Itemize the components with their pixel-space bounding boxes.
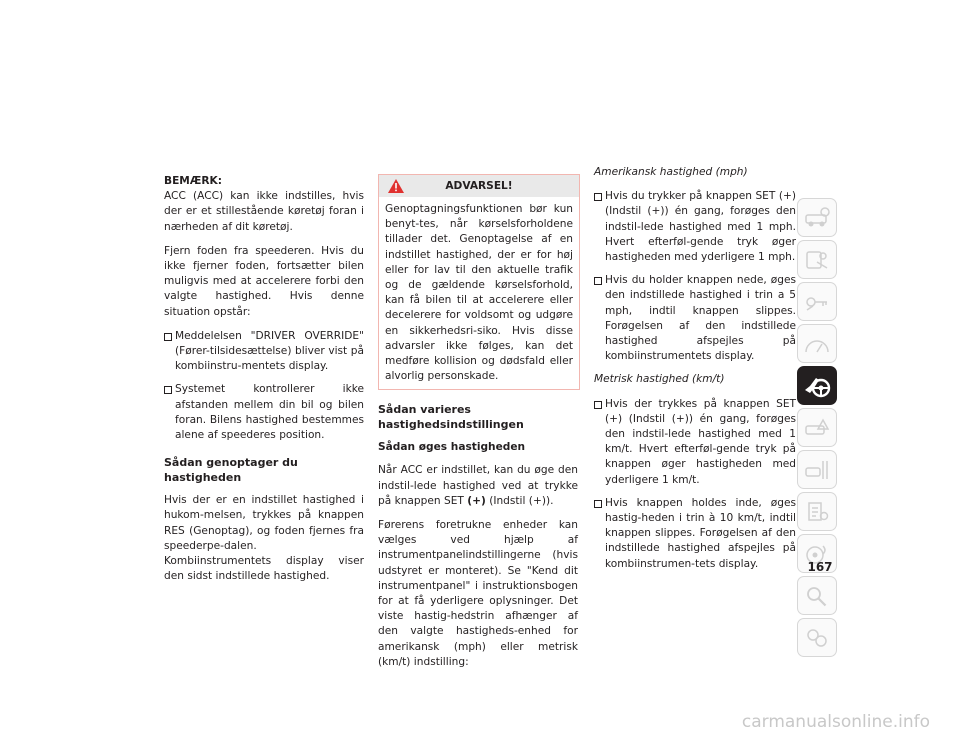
safety-icon bbox=[803, 248, 831, 272]
dashboard-icon bbox=[803, 332, 831, 356]
page-number: 167 bbox=[807, 560, 833, 574]
checkbox-bullet-icon bbox=[594, 500, 602, 508]
column-2 bbox=[378, 174, 578, 679]
paragraph-text: Når ACC er indstillet, kan du øge den indstil-lede hastighed ved at trykke på knappen SET bbox=[378, 464, 578, 507]
paragraph: Fjern foden fra speederen. Hvis du ikke fjerner foden, fortsætter bilen muligvis med at accelerere forbi den valgte hastighed. Hvis denne situation opstår: bbox=[164, 244, 364, 318]
chapter-tabs bbox=[797, 198, 841, 660]
checkbox-bullet-icon bbox=[594, 277, 602, 285]
paragraph bbox=[378, 463, 578, 509]
tab-start-up[interactable] bbox=[797, 282, 837, 321]
list-item-text: Hvis du holder knappen nede, øges den indstillede hastighed i trin a 5 mph, indtil knappen slippes. Forøgelsen af den indstillede hastighed afspejles på kombiinstrumentets display. bbox=[605, 274, 796, 363]
checkbox-bullet-icon bbox=[164, 333, 172, 341]
note bbox=[164, 174, 364, 235]
checkbox-bullet-icon bbox=[594, 193, 602, 201]
wrench-icon bbox=[803, 458, 831, 482]
tab-languages[interactable] bbox=[797, 618, 837, 657]
list-item-text: Meddelelsen "DRIVER OVERRIDE" (Fører-tilsidesættelse) bliver vist på kombiinstru-mentets display. bbox=[175, 329, 364, 373]
list-item bbox=[594, 273, 796, 364]
emergency-icon bbox=[803, 416, 831, 440]
plus-symbol: (+) bbox=[467, 494, 486, 507]
section-heading: Sådan varieres hastighedsindstillingen bbox=[378, 403, 524, 432]
warning-triangle-icon bbox=[387, 178, 405, 194]
tab-service[interactable] bbox=[797, 450, 837, 489]
paragraph-text: (Indstil (+)). bbox=[489, 494, 554, 507]
list-item-text: Systemet kontrollerer ikke afstanden mellem din bil og bilen foran. Bilens hastighed bestemmes alene af speederes position. bbox=[175, 383, 364, 442]
list-item bbox=[594, 397, 796, 488]
note-text: ACC (ACC) kan ikke indstilles, hvis der er et stillestående køretøj foran i nærheden af dit køretøj. bbox=[164, 190, 364, 233]
list-item bbox=[594, 496, 796, 572]
list-item bbox=[594, 189, 796, 265]
warning-text: Genoptagningsfunktionen bør kun benyt-tes, når kørselsforholdene tillader det. Genoptagelse af en indstillet hastighed, der er for høj eller for lav til den aktuelle trafik og de gældende kørselsforhold, kan få bilen til at accelerere eller decelerere for voldsomt og udgøre en sikkerhedsri-siko. Hvis disse advarsler ikke følges, kan det medføre kollision og dødsfald eller alvorlig personskade. bbox=[385, 203, 573, 383]
subheading-mph: Amerikansk hastighed (mph) bbox=[594, 166, 748, 178]
watermark: carmanualsonline.info bbox=[741, 712, 930, 732]
list-item-text: Hvis du trykker på knappen SET (+) (Indstil (+)) én gang, forøges den indstil-lede hastighed med 1 mph. Hvert efterføl-gende tryk øger hastigheden med yderligere 1 mph. bbox=[605, 190, 796, 264]
car-info-icon bbox=[803, 206, 831, 230]
tab-specifications[interactable] bbox=[797, 492, 837, 531]
steering-wheel-icon bbox=[802, 372, 832, 400]
section-heading: Sådan genoptager du hastigheden bbox=[164, 456, 298, 485]
warning-header bbox=[379, 175, 579, 197]
list-item bbox=[164, 382, 364, 443]
note-label: BEMÆRK: bbox=[164, 175, 222, 187]
subsection-heading: Sådan øges hastigheden bbox=[378, 441, 526, 454]
warning-box bbox=[378, 174, 580, 390]
checkbox-bullet-icon bbox=[594, 401, 602, 409]
tab-car-info[interactable] bbox=[797, 198, 837, 237]
tab-steering-active[interactable] bbox=[797, 366, 837, 405]
subheading-kmh: Metrisk hastighed (km/t) bbox=[594, 373, 725, 386]
tab-driving[interactable] bbox=[797, 324, 837, 363]
column-3 bbox=[594, 165, 796, 580]
tab-emergency[interactable] bbox=[797, 408, 837, 447]
list-item bbox=[164, 329, 364, 375]
checkbox-bullet-icon bbox=[164, 386, 172, 394]
paragraph: Hvis der er en indstillet hastighed i hukom-melsen, trykkes på knappen RES (Genoptag), og foden fjernes fra speederpe-dalen. Kombiinstrumentets display viser den sidst indstillede hastighed. bbox=[164, 494, 364, 583]
tab-index[interactable] bbox=[797, 576, 837, 615]
list-item-text: Hvis der trykkes på knappen SET (+) (Indstil (+)) én gang, forøges den indstil-lede hastighed med 1 km/t. Hvert efterføl-gende tryk på knappen øger hastigheden med yderligere 1 km/t. bbox=[605, 397, 796, 486]
key-icon bbox=[803, 290, 831, 314]
languages-icon bbox=[803, 626, 831, 650]
list-item-text: Hvis knappen holdes inde, øges hastig-heden i trin à 10 km/t, indtil knappen slippes. Forøgelsen af den indstillede hastighed afspejles på kombiinstrumen-tets display. bbox=[605, 496, 796, 570]
warning-title: ADVARSEL! bbox=[445, 180, 513, 192]
paragraph: Førerens foretrukne enheder kan vælges ved hjælp af instrumentpanelindstillingerne (hvis udstyret er monteret). Se "Kend dit instrumentpanel" i instruktionsbogen for at få yderligere oplysninger. Det viste hastig-hedstrin afhænger af den valgte hastigheds-enhed for amerikansk (mph) eller metrisk (km/t) indstilling: bbox=[378, 519, 578, 668]
search-icon bbox=[803, 584, 831, 608]
warning-body bbox=[379, 197, 579, 389]
tab-safety[interactable] bbox=[797, 240, 837, 279]
specifications-icon bbox=[803, 500, 831, 524]
column-1 bbox=[164, 174, 364, 593]
